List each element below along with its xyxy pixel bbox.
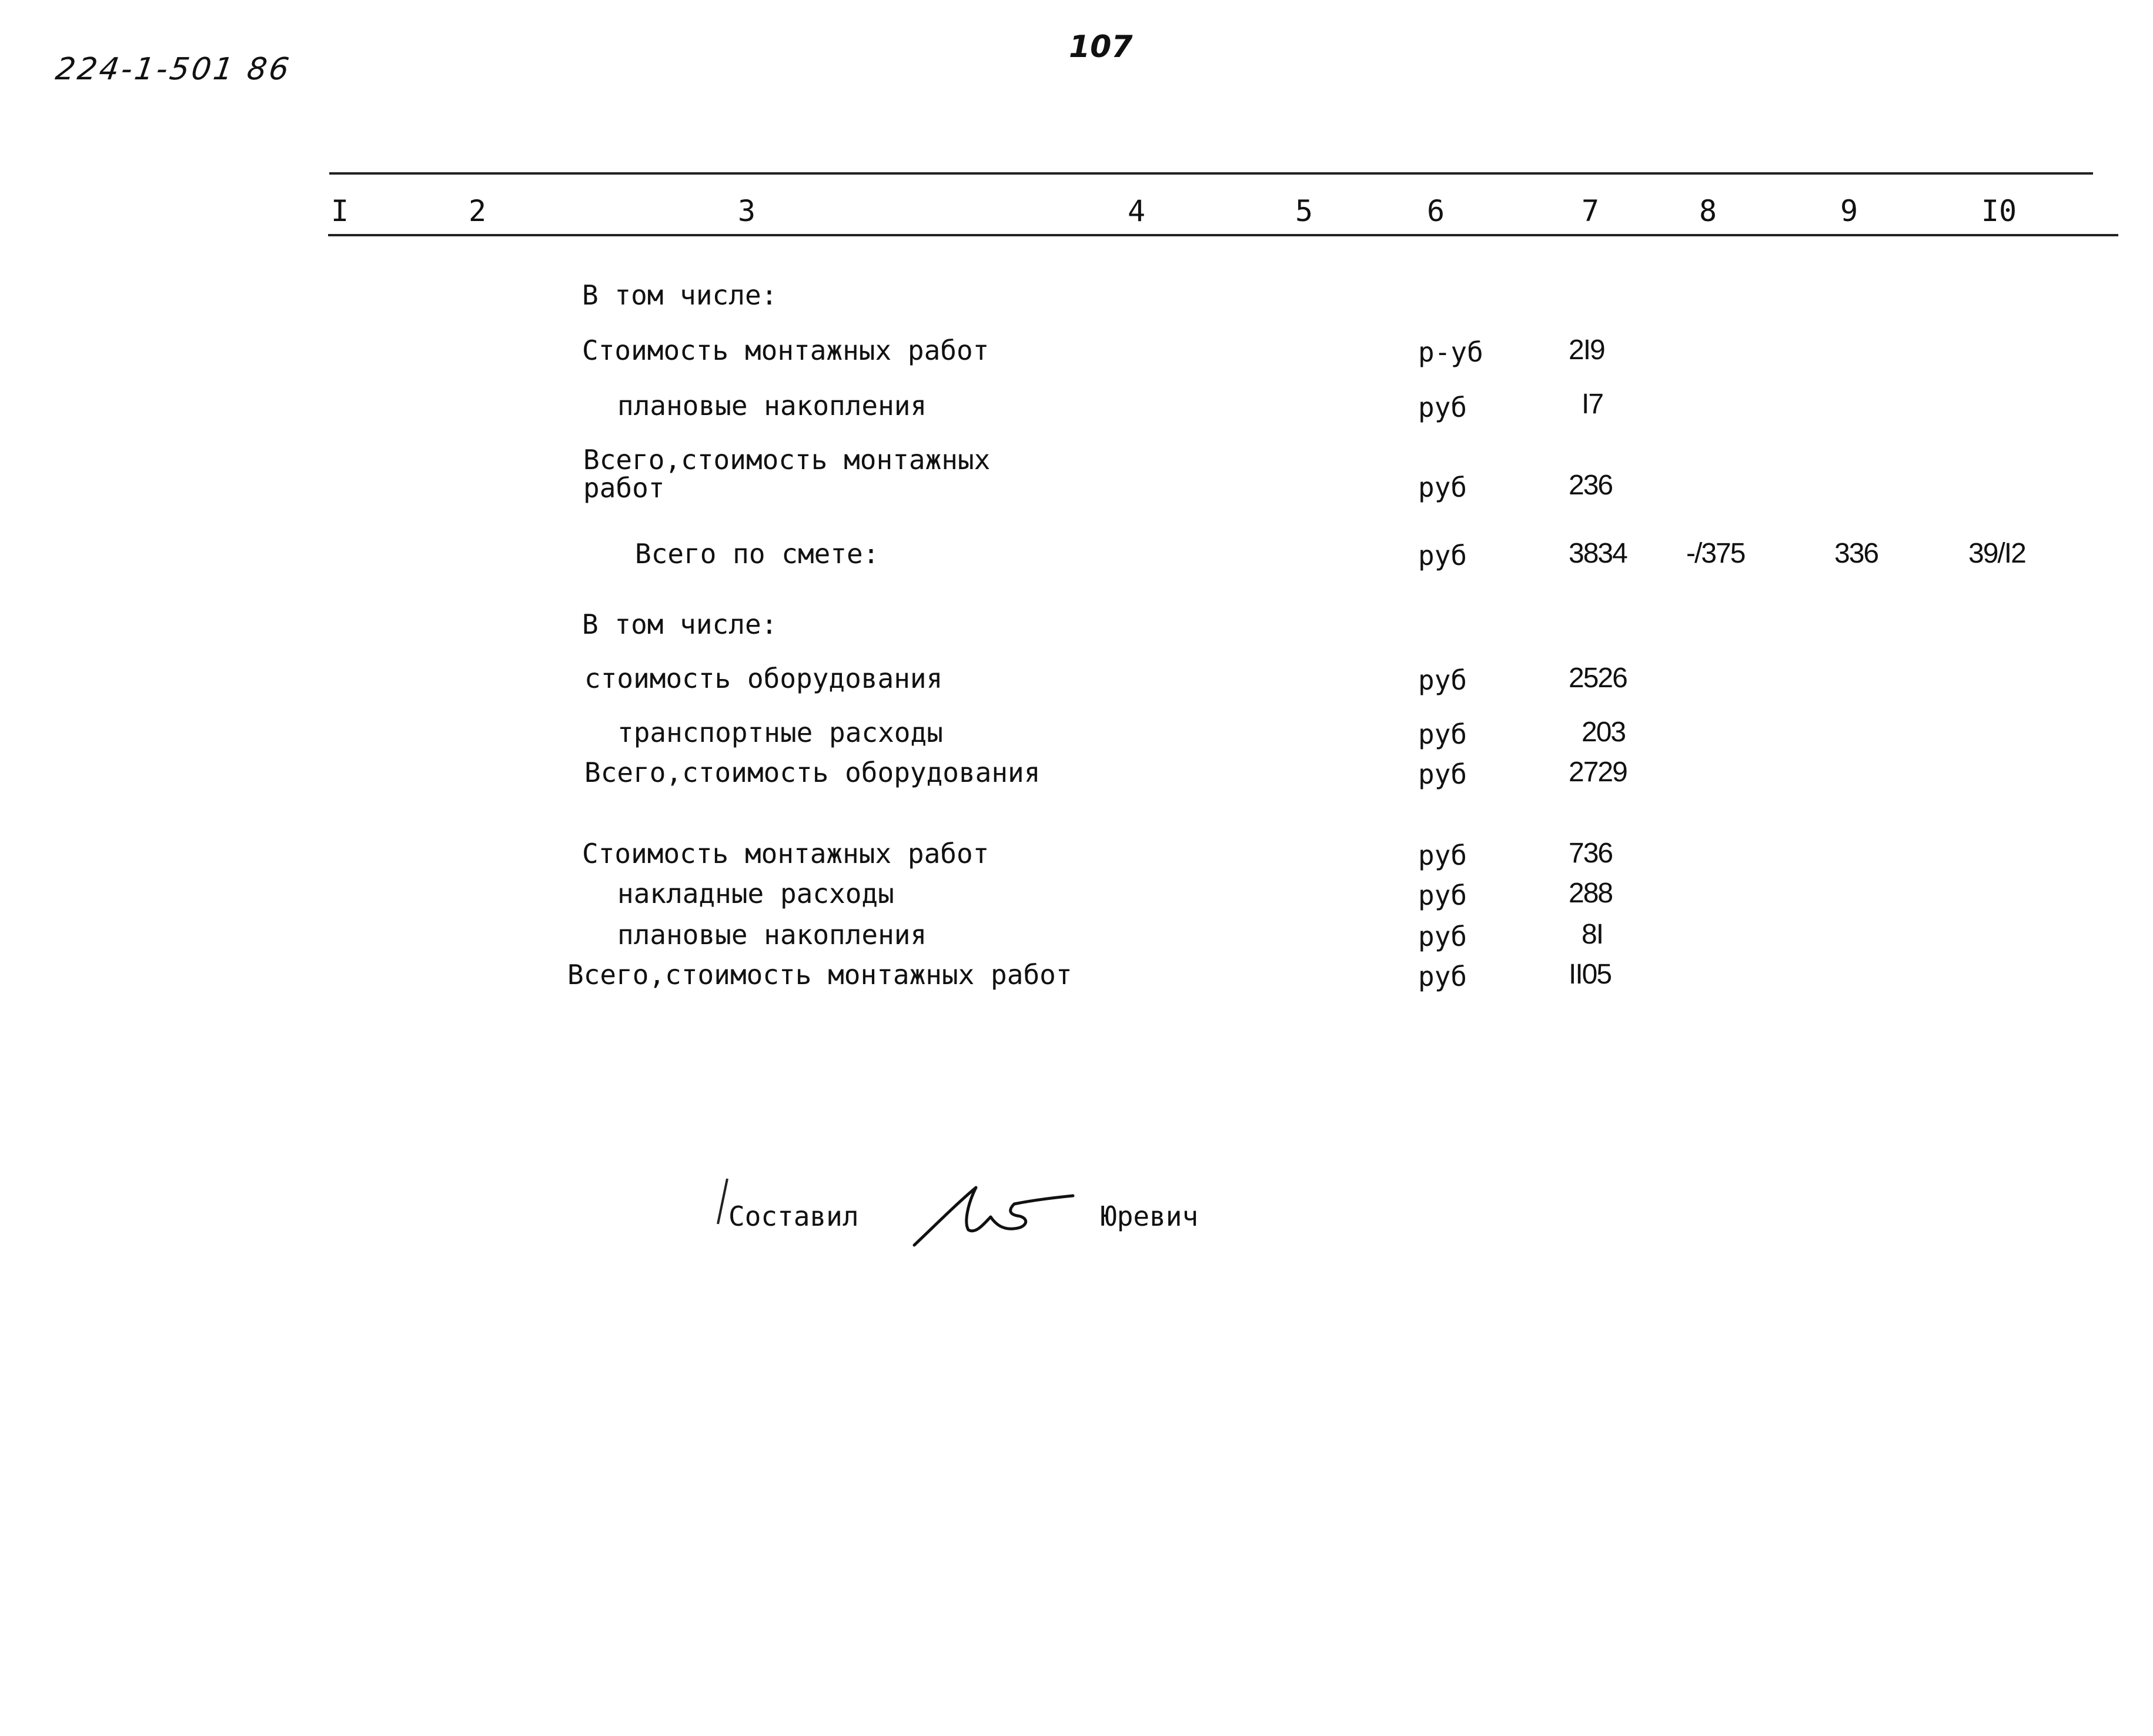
row-value-col7: 3834	[1569, 538, 1627, 569]
column-header: I0	[1981, 194, 2017, 228]
row-description: стоимость оборудования	[584, 663, 943, 694]
row-value-col9: 336	[1834, 538, 1878, 569]
row-description: Всего,стоимость оборудования	[584, 757, 1041, 788]
column-header: 6	[1426, 194, 1445, 228]
row-value-col7: I7	[1582, 389, 1603, 420]
page-number: 107	[1069, 29, 1133, 65]
row-unit: руб	[1418, 718, 1467, 750]
row-value-col7: II05	[1569, 959, 1612, 990]
row-description: Стоимость монтажных работ	[582, 335, 989, 366]
row-value-col7: 2I9	[1569, 335, 1604, 366]
column-header: 5	[1295, 194, 1313, 228]
row-description: плановые накопления	[617, 390, 927, 422]
row-unit: руб	[1418, 961, 1467, 992]
row-description: транспортные расходы	[617, 717, 943, 748]
signature-block	[714, 1176, 1243, 1258]
column-header: 8	[1699, 194, 1717, 228]
row-value-col8: -/375	[1686, 538, 1745, 569]
row-value-col10: 39/I2	[1968, 538, 2025, 569]
row-value-col7: 236	[1569, 470, 1613, 501]
row-unit: руб	[1418, 758, 1467, 790]
row-value-col7: 2729	[1569, 757, 1627, 788]
column-header: 3	[737, 194, 756, 228]
row-unit: руб	[1418, 839, 1467, 871]
row-description: В том числе:	[582, 279, 778, 311]
row-description: Всего,стоимость монтажных работ	[567, 959, 1072, 991]
row-unit: руб	[1418, 540, 1467, 571]
signature-label: Составил	[728, 1200, 859, 1232]
row-value-col7: 203	[1582, 717, 1626, 748]
row-description: накладные расходы	[617, 878, 894, 909]
row-unit: руб	[1418, 471, 1467, 503]
row-value-col7: 736	[1569, 838, 1613, 869]
row-unit: р-уб	[1418, 336, 1483, 368]
row-description: Всего по смете:	[635, 538, 880, 570]
row-value-col7: 2526	[1569, 663, 1627, 694]
document-code: 224-1-501 86	[53, 52, 294, 87]
row-description: плановые накопления	[617, 919, 927, 951]
column-header: 7	[1581, 194, 1600, 228]
row-description: Всего,стоимость монтажных работ	[583, 444, 991, 504]
row-unit: руб	[1418, 921, 1467, 952]
row-unit: руб	[1418, 392, 1467, 423]
row-description: В том числе:	[582, 608, 778, 640]
table-top-rule	[329, 172, 2093, 175]
signatory-name: Юревич	[1101, 1200, 1199, 1232]
row-value-col7: 288	[1569, 878, 1613, 909]
column-header: I	[330, 194, 349, 228]
table-header-rule	[328, 234, 2118, 236]
column-header: 4	[1127, 194, 1146, 228]
row-description: Стоимость монтажных работ	[582, 838, 989, 869]
row-unit: руб	[1418, 664, 1467, 696]
column-header: 2	[468, 194, 487, 228]
row-value-col7: 8I	[1582, 919, 1603, 950]
handwritten-signature	[902, 1182, 1079, 1252]
row-unit: руб	[1418, 879, 1467, 911]
column-header: 9	[1840, 194, 1858, 228]
